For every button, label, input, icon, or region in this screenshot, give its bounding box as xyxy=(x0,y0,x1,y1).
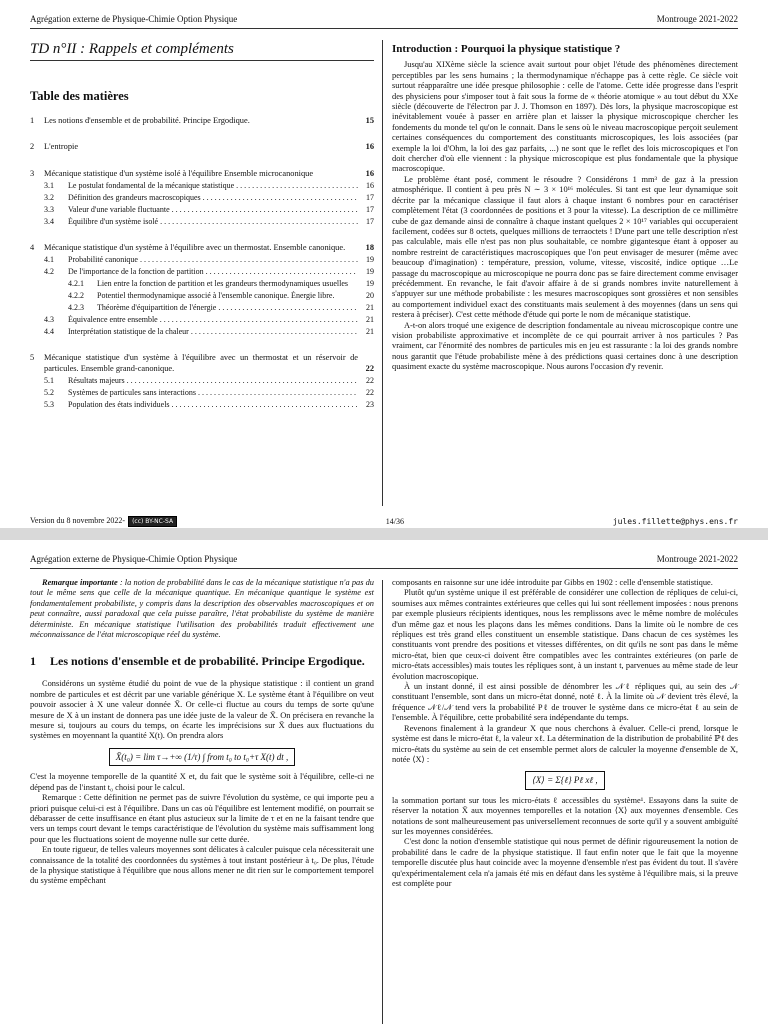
toc-item-4-2-1[interactable]: 4.2.1 Lien entre la fonction de partition et les grandeurs thermodynamiques usuelles 19 xyxy=(68,279,374,289)
running-header xyxy=(30,554,738,564)
toc-item-5-2[interactable]: 5.2 Systèmes de particules sans interactions . . . 22 xyxy=(30,388,374,398)
equation-ensemble-average xyxy=(392,771,738,789)
toc-item-3-2[interactable]: 3.2 Définition des grandeurs macroscopiques . . . 17 xyxy=(30,193,374,203)
header-right: Montrouge 2021-2022 xyxy=(656,14,738,24)
table-of-contents xyxy=(30,116,374,410)
toc-item-3-3[interactable]: 3.3 Valeur d'une variable fluctuante . . . 17 xyxy=(30,205,374,215)
toc-item-2[interactable]: 2 L'entropie 16 xyxy=(30,142,374,152)
section-1-paragraph-2: C'est la moyenne temporelle de la quantité X et, du fait que le système soit à l'équilibre, celle-ci ne dépend pas de l'instant t₀ choisi pour le calcul. xyxy=(30,772,374,792)
section-1-heading: 1 Les notions d'ensemble et de probabilité. Principe Ergodique. xyxy=(30,654,365,669)
toc-item-4[interactable]: 4 Mécanique statistique d'un système à l'équilibre avec un thermostat. Ensemble canonique. 18 xyxy=(30,243,374,253)
running-header xyxy=(30,14,738,24)
intro-paragraph-3: A-t-on alors troqué une exigence de description fondamentale au niveau microscopique contre une vision probabiliste approximative et incomplète de ce qui pourrait arriver à nos particules ? Pas vraiment, car l'énormité des nombres de particules mis en jeu est rassurante : la loi des grands nombre nous garantit que l'étude probabiliste mène à des prédictions quasi certaines donc à une description quasiment exacte du système macroscopique. Nous aurons l'occasion d'y revenir. xyxy=(392,320,738,372)
toc-item-4-3[interactable]: 4.3 Équivalence entre ensemble . . . 21 xyxy=(30,315,374,325)
toc-item-4-1[interactable]: 4.1 Probabilité canonique . . . 19 xyxy=(30,255,374,265)
header-rule xyxy=(30,28,738,29)
page-separator xyxy=(0,528,768,540)
toc-item-4-4[interactable]: 4.4 Interprétation statistique de la chaleur . . . 21 xyxy=(30,327,374,337)
right-paragraph-1: composants en raisonne sur une idée introduite par Gibbs en 1902 : celle d'ensemble statistique. xyxy=(392,578,713,587)
important-remark: Remarque importante : la notion de probabilité dans le cas de la mécanique statistique n'a pas du tout le même sens que celle de la mécanique quantique. En mécanique quantique le système est fondamentalement probabiliste, y compris dans la description des observables macroscopiques et on peut connaître, aussi paradoxal que cela puisse paraître, l'état probabiliste du système de manière déterministe. En mécanique statistique l'utilisation des probabilités traduit effectivement une méconnaissance de l'état microscopique réel du système. xyxy=(30,578,374,640)
toc-item-4-2-3[interactable]: 4.2.3 Théorème d'équipartition de l'énergie . . . 21 xyxy=(30,303,374,313)
header-rule xyxy=(30,568,738,569)
intro-paragraph-1: Jusqu'au XIXème siècle la science avait surtout pour objet l'étude des phénomènes directement perceptibles par les sens humains ; la thermodynamique n'échappe pas à cette règle. Ce siècle voit surtout réapparaître une idée presque philosophie : celle de l'atome. Cette idée progresse dans l'esprit des physiciens pour s'imposer tout à fait sous la forme de « théorie atomique » au tout début du XXe siècle (découverte de l'électron par J. J. Thomson en 1897). Dès lors, la physique macroscopique est inévitablement vouée à passer en arrière plan et laisser la physique microscopique chercher les fondements du monde tel qu'on le connait. Dans le sens où le niveau macroscopique perçoit seulement certaines conséquences du comportement des constituants microscopiques, les lois associées (par exemple la loi d'Ohm, la loi des gaz parfaits, ...) ne sont que le reflet des lois microscopiques et l'on doit chercher d'où elle viennent : la physique microscopique est plus fondamentale que la physique macroscopique. xyxy=(392,60,738,174)
right-paragraph-3: À un instant donné, il est ainsi possible de dénombrer les 𝒩ℓ répliques qui, au sein des 𝒩 constituant l'ensemble, sont dans un micro-état donné, noté ℓ. À la limite où 𝒩 devient très élevé, la fréquence 𝒩ℓ/𝒩 tend vers la probabilité Pℓ de trouver le système dans ce micro-état ℓ au sein de l'ensemble. À l'équilibre, cette probabilité sera indépendante du temps. xyxy=(392,682,738,723)
page-number: 14/36 xyxy=(385,517,405,526)
column-divider xyxy=(382,40,383,506)
right-column xyxy=(392,578,738,889)
column-divider xyxy=(382,580,383,1024)
right-column xyxy=(392,36,738,373)
toc-item-3-1[interactable]: 3.1 Le postulat fondamental de la mécanique statistique . . . 16 xyxy=(30,181,374,191)
author-email[interactable]: jules.fillette@phys.ens.fr xyxy=(612,517,738,526)
toc-item-5-1[interactable]: 5.1 Résultats majeurs . . . 22 xyxy=(30,376,374,386)
right-paragraph-5: la sommation portant sur tous les micro-états ℓ accessibles du système¹. Essayons dans la suite de réserver la notation X̄ aux moyennes temporelles et la notation ⟨X⟩ aux moyennes d'ensemble. Ces notations de sont malheureusement pas universellement reconnues de sorte qu'il y a souvent ambiguïté sur les moyennes considérées. xyxy=(392,795,738,836)
remark-label: Remarque importante xyxy=(42,578,118,587)
left-column xyxy=(30,34,374,410)
equation-box: ⟨X⟩ = Σ{ℓ} Pℓ xℓ , xyxy=(525,771,604,789)
page-15 xyxy=(0,540,768,1024)
equation-box: X̄(t₀) = lim τ→+∞ (1/τ) ∫ from t₀ to t₀+τ X(t) dt , xyxy=(109,748,296,766)
footer-version: Version du 8 novembre 2022- (cc) BY-NC-SA xyxy=(30,516,177,527)
toc-heading: Table des matières xyxy=(30,89,129,104)
toc-item-3[interactable]: 3 Mécanique statistique d'un système isolé à l'équilibre Ensemble microcanonique 16 xyxy=(30,168,374,178)
toc-item-3-4[interactable]: 3.4 Équilibre d'un système isolé . . . 17 xyxy=(30,217,374,227)
cc-license-badge[interactable]: (cc) BY-NC-SA xyxy=(128,516,177,527)
toc-item-1[interactable]: 1 Les notions d'ensemble et de probabilité. Principe Ergodique. 15 xyxy=(30,115,374,125)
header-left: Agrégation externe de Physique-Chimie Option Physique xyxy=(30,14,238,24)
left-column xyxy=(30,578,374,887)
section-1-paragraph-4: En toute rigueur, de telles valeurs moyennes sont délicates à calculer puisque cela nécessiterait une connaissance de la totalité des coordonnées du systèmes à tout instant postérieur à t₀. De plus, l'étude de la physique statistique à l'équilibre que nous allons mener ne dit rien sur le comportement temporel du système empêchant xyxy=(30,845,374,886)
intro-paragraph-2: Le problème étant posé, comment le résoudre ? Considérons 1 mm³ de gaz à la pression atmosphérique. Il contient à peu près N ∼ 3 × 10¹⁶ molécules. Si tant est que leur dynamique soit décrite par la mécanique classique il faut alors à chaque instant 6 nombres pour en caractériser complètement l'état (3 coordonnées de positions et 3 pour la vitesse). La description de ce millimètre cube de gaz demande ainsi de connaître à chaque instant quelques 2 × 10¹⁷ variables qui occuperaient facilement, codées sur 8 octets, quelques millions de terraoctets ! D'une part une telle description n'est pas calculable, mais elle n'est pas non plus souhaitable, ce nombre gigantesque étant à opposer au nombre restreint de caractéristiques macroscopiques que l'on peut envisager de mesurer (même avec beaucoup d'imagination) : température, pression, volume, vitesse, viscosité, indice optique …Le passage du macroscopique au microscopique ne pourra donc pas se faire directement comme envisager précédemment. En revanche, le fait d'avoir affaire à de si grands nombres invite naturellement à s'appuyer sur une méthode probabiliste : les mesures macroscopiques sont grossières et non sensibles au comportement individuel exact des constituants mais seulement à des moyennes (dans un sens qui restera à préciser). C'est cette méthode d'étude qui porte le nom de mécanique statistique. xyxy=(392,174,738,320)
page-footer xyxy=(30,516,738,527)
td-title: TD n°II : Rappels et compléments xyxy=(30,41,234,57)
toc-item-4-2-2[interactable]: 4.2.2 Potentiel thermodynamique associé à l'ensemble canonique. Énergie libre. 20 xyxy=(68,291,374,301)
right-paragraph-6: C'est donc la notion d'ensemble statistique qui nous permet de définir rigoureusement la notion de probabilité dans le cadre de la physique statistique. Il faut enfin noter que le fait que la moyenne temporelle discutée plus haut coincide avec la moyenne d'ensemble n'est pas évident du tout. Il s'avère qu'expérimentalement cela n'a jamais été mis en défaut dans les système à l'équilibre mais, si la preuve est complète pour xyxy=(392,837,738,888)
right-paragraph-2: Plutôt qu'un système unique il est préférable de considérer une collection de répliques de celui-ci, soumises aux mêmes contraintes extérieures que celles qui lui sont réellement imposées : nous prenons par exemple plusieurs récipients identiques, nous les remplissons avec le même nombre de molécules d'un même gaz et nous les plaçons dans les mêmes conditions. Dans la limite où le nombre de ces répliques est très grand elles constituent un ensemble statistique. Dans chacun de ces systèmes les constituants vont prendre des positions et vitesses différentes, on dit qu'ils ne sont pas dans le même micro-état, bien que ceux-ci doivent être compatibles avec les contraintes extérieures (on parle de micro-états accessibles) mais toutes les répliques sont, à un instant t, parvenues au même stade de leur évolution macroscopique. xyxy=(392,588,738,681)
right-paragraph-4: Revenons finalement à la grandeur X que nous cherchons à évaluer. Celle-ci prend, lorsque le système est dans le micro-état ℓ, la valeur xℓ. La détermination de la distribution de probabilité ℙℓ des micro-états du système au sein de cet ensemble permet alors de calculer la moyenne d'ensemble de X, notée ⟨X⟩ : xyxy=(392,723,738,764)
intro-heading: Introduction : Pourquoi la physique statistique ? xyxy=(392,43,621,55)
toc-item-5-3[interactable]: 5.3 Population des états individuels . . . 23 xyxy=(30,400,374,410)
equation-time-average xyxy=(30,748,374,766)
header-left: Agrégation externe de Physique-Chimie Option Physique xyxy=(30,554,238,564)
header-right: Montrouge 2021-2022 xyxy=(656,554,738,564)
title-rule xyxy=(30,60,374,61)
section-1-remark: Remarque : Cette définition ne permet pas de suivre l'évolution du système, ce qui importe peu a priori puisque celui-ci est à l'équilibre. Dans un cas où l'équilibre est lentement modifié, on pourrait se débarasser de cette insuffisance en étant plus astucieux sur la limite de τ et en ne la faisant tendre que vers un temps court devant le temps caractéristique de l'évolution du système mais suffisamment long pour que les fluctuations soient de moyenne nulle sur cette durée. xyxy=(30,793,374,844)
section-1-paragraph-1: Considérons un système étudié du point de vue de la physique statistique : il contient un grand nombre de particules et est décrit par une variable générique X. Le système étant à l'équilibre on veut pouvoir associer à X une valeur donnée X̄. Or celle-ci fluctue au cours du temps de sorte qu'une mesure de X à un instant de donnera pas une idée juste de la valeur de X̄. On précisera en revanche la mesure si, toujours au cours du temps, on écarte les imprécisions sur X̄ dues aux fluctuations du systèmes en moyennant la quantité X(t). On prendra alors xyxy=(30,679,374,741)
toc-item-4-2[interactable]: 4.2 De l'importance de la fonction de partition . . . 19 xyxy=(30,267,374,277)
toc-item-5[interactable]: 5 Mécanique statistique d'un système à l'équilibre avec un thermostat et un réservoir de particules. Ensemble grand-canonique. 22 xyxy=(30,353,374,373)
